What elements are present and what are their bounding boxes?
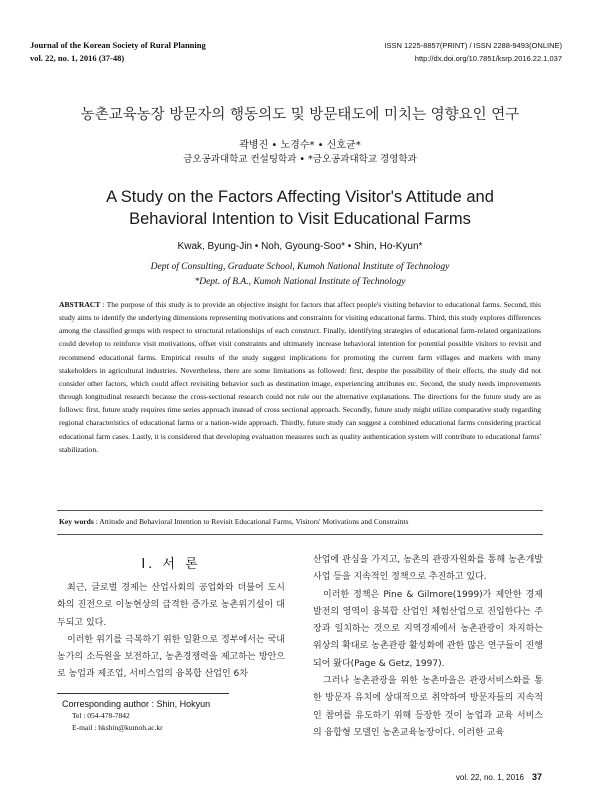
left-column	[57, 580, 285, 684]
journal-volume: vol. 22, no. 1, 2016 (37-48)	[30, 53, 125, 63]
issn-block	[384, 39, 562, 65]
korean-authors: 곽병진 • 노경수* • 신호균*	[239, 140, 361, 151]
english-title	[0, 186, 600, 230]
keywords-label: Key words	[59, 517, 94, 526]
keywords-text: : Attitude and Behavioral Intention to Revisit Educational Farms, Visitors' Motivations and Constraints	[93, 517, 409, 526]
journal-name: Journal of the Korean Society of Rural Planning	[30, 40, 206, 50]
english-title-line-1: A Study on the Factors Affecting Visitor's Attitude and	[106, 188, 494, 206]
english-affiliation-1: Dept of Consulting, Graduate School, Kumoh National Institute of Technology	[150, 262, 450, 272]
english-affiliation-2: *Dept. of B.A., Kumoh National Institute of Technology	[194, 277, 406, 287]
korean-title: 농촌교육농장 방문자의 행동의도 및 방문태도에 미치는 영향요인 연구	[80, 107, 520, 123]
footnote	[62, 698, 210, 733]
keywords	[59, 517, 545, 526]
right-paragraph-1: 산업에 관심을 가지고, 농촌의 관광자원화를 통해 농촌개발사업 등을 지속적인 정책으로 추진하고 있다.	[313, 555, 543, 583]
english-authors: Kwak, Byung-Jin • Noh, Gyoung-Soo* • Shin, Ho-Kyun*	[177, 241, 423, 252]
left-paragraph-1: 최근, 글로벌 경제는 산업사회의 공업화와 더불어 도시화의 진전으로 이농현상의 급격한 증가로 농촌위기설이 대두되고 있다.	[57, 583, 285, 628]
doi-link[interactable]: http://dx.doi.org/10.7851/ksrp.2016.22.1.037	[414, 54, 562, 63]
divider-top	[57, 510, 543, 511]
abstract-label: ABSTRACT	[59, 300, 101, 309]
korean-affiliation: 금오공과대학교 컨설팅학과 • *금오공과대학교 경영학과	[183, 154, 417, 165]
corresponding-author: Corresponding author : Shin, Hokyun	[62, 699, 211, 709]
abstract-text: : The purpose of this study is to provide an objective insight for factors that affect people's visiting behavior to educational farms. Second, this study aims to identify the underlying dimensions representing motivations and constraints for visiting educational farms. Third, this study explores differences among the classified groups with respect to structural relationships of each construct. Finally, identifying strategies of educational farm-related organizations could develop to reinforce visit motivations, offset visit constraints and ultimately increase behavioral intention for potential possible visitors to revisit and recommend educational farms. Empirical results of the study suggest implications for promoting the current farm villages and markets with many stakeholders in agricultural industries. Nevertheless, there are some limitations as followed: first, despite the possibility of their effects, the study did not consider other factors, which could affect revisiting behavior such as destination image, experiencing attributes etc. Second, the study needs improvements through longitudinal research because the cross-sectional research could not rule out the alternative explanations. The directions for the future study are as follows: first, future study requires time series approach instead of cross sectional approach. Secondly, future study might utilize comparative study regarding regional characteristics of educational farms or a nation-wide approach. Thirdly, future study can suggest a combined educational farms considering practical educational farm cases. Lastly, it is considered that developing evaluation measures such as quality authentication system will contribute to educational farms' stabilization.	[59, 300, 541, 454]
issn: ISSN 1225-8857(PRINT) / ISSN 2288-9493(ONLINE)	[384, 41, 562, 50]
right-paragraph-2: 이러한 정책은 Pine & Gilmore(1999)가 제안한 경제발전의 영역이 융복합 산업인 체험산업으로 진입한다는 주장과 일치하는 것으로 지역경제에서 농촌관광이 차지하는 위상의 확대로 농촌관광 활성화에 관한 많은 연구들이 진행되어 왔다(Page & Getz, 1997).	[313, 589, 543, 669]
left-paragraph-2: 이러한 위기를 극복하기 위한 일환으로 정부에서는 국내 농가의 소득원을 보전하고, 농촌경쟁력을 제고하는 방안으로 농업과 제조업, 서비스업의 융복합 산업인 6차	[57, 634, 285, 680]
english-title-line-2: Behavioral Intention to Visit Educational Farms	[129, 210, 471, 228]
right-column	[313, 552, 543, 742]
journal-header	[30, 39, 206, 65]
right-paragraph-3: 그러나 농촌관광을 위한 농촌마을은 관광서비스화를 통한 방문자 유치에 상대적으로 취약하여 방문자들의 지속적인 참여를 유도하기 위해 등장한 것이 농업과 교육 서비스의 융합형 모델인 농촌교육농장이다. 이러한 교육	[313, 676, 543, 738]
divider-bottom	[57, 534, 543, 535]
author-email[interactable]: E-mail : hkshin@kumoh.ac.kr	[72, 722, 163, 732]
section-heading: I. 서 론	[141, 557, 201, 572]
footnote-divider	[57, 693, 229, 694]
page-footer	[456, 772, 542, 782]
author-tel: Tel : 054-478-7842	[72, 711, 130, 720]
abstract	[59, 298, 541, 456]
footer-volume: vol. 22, no. 1, 2016	[455, 773, 524, 782]
page-number: 37	[531, 772, 542, 782]
